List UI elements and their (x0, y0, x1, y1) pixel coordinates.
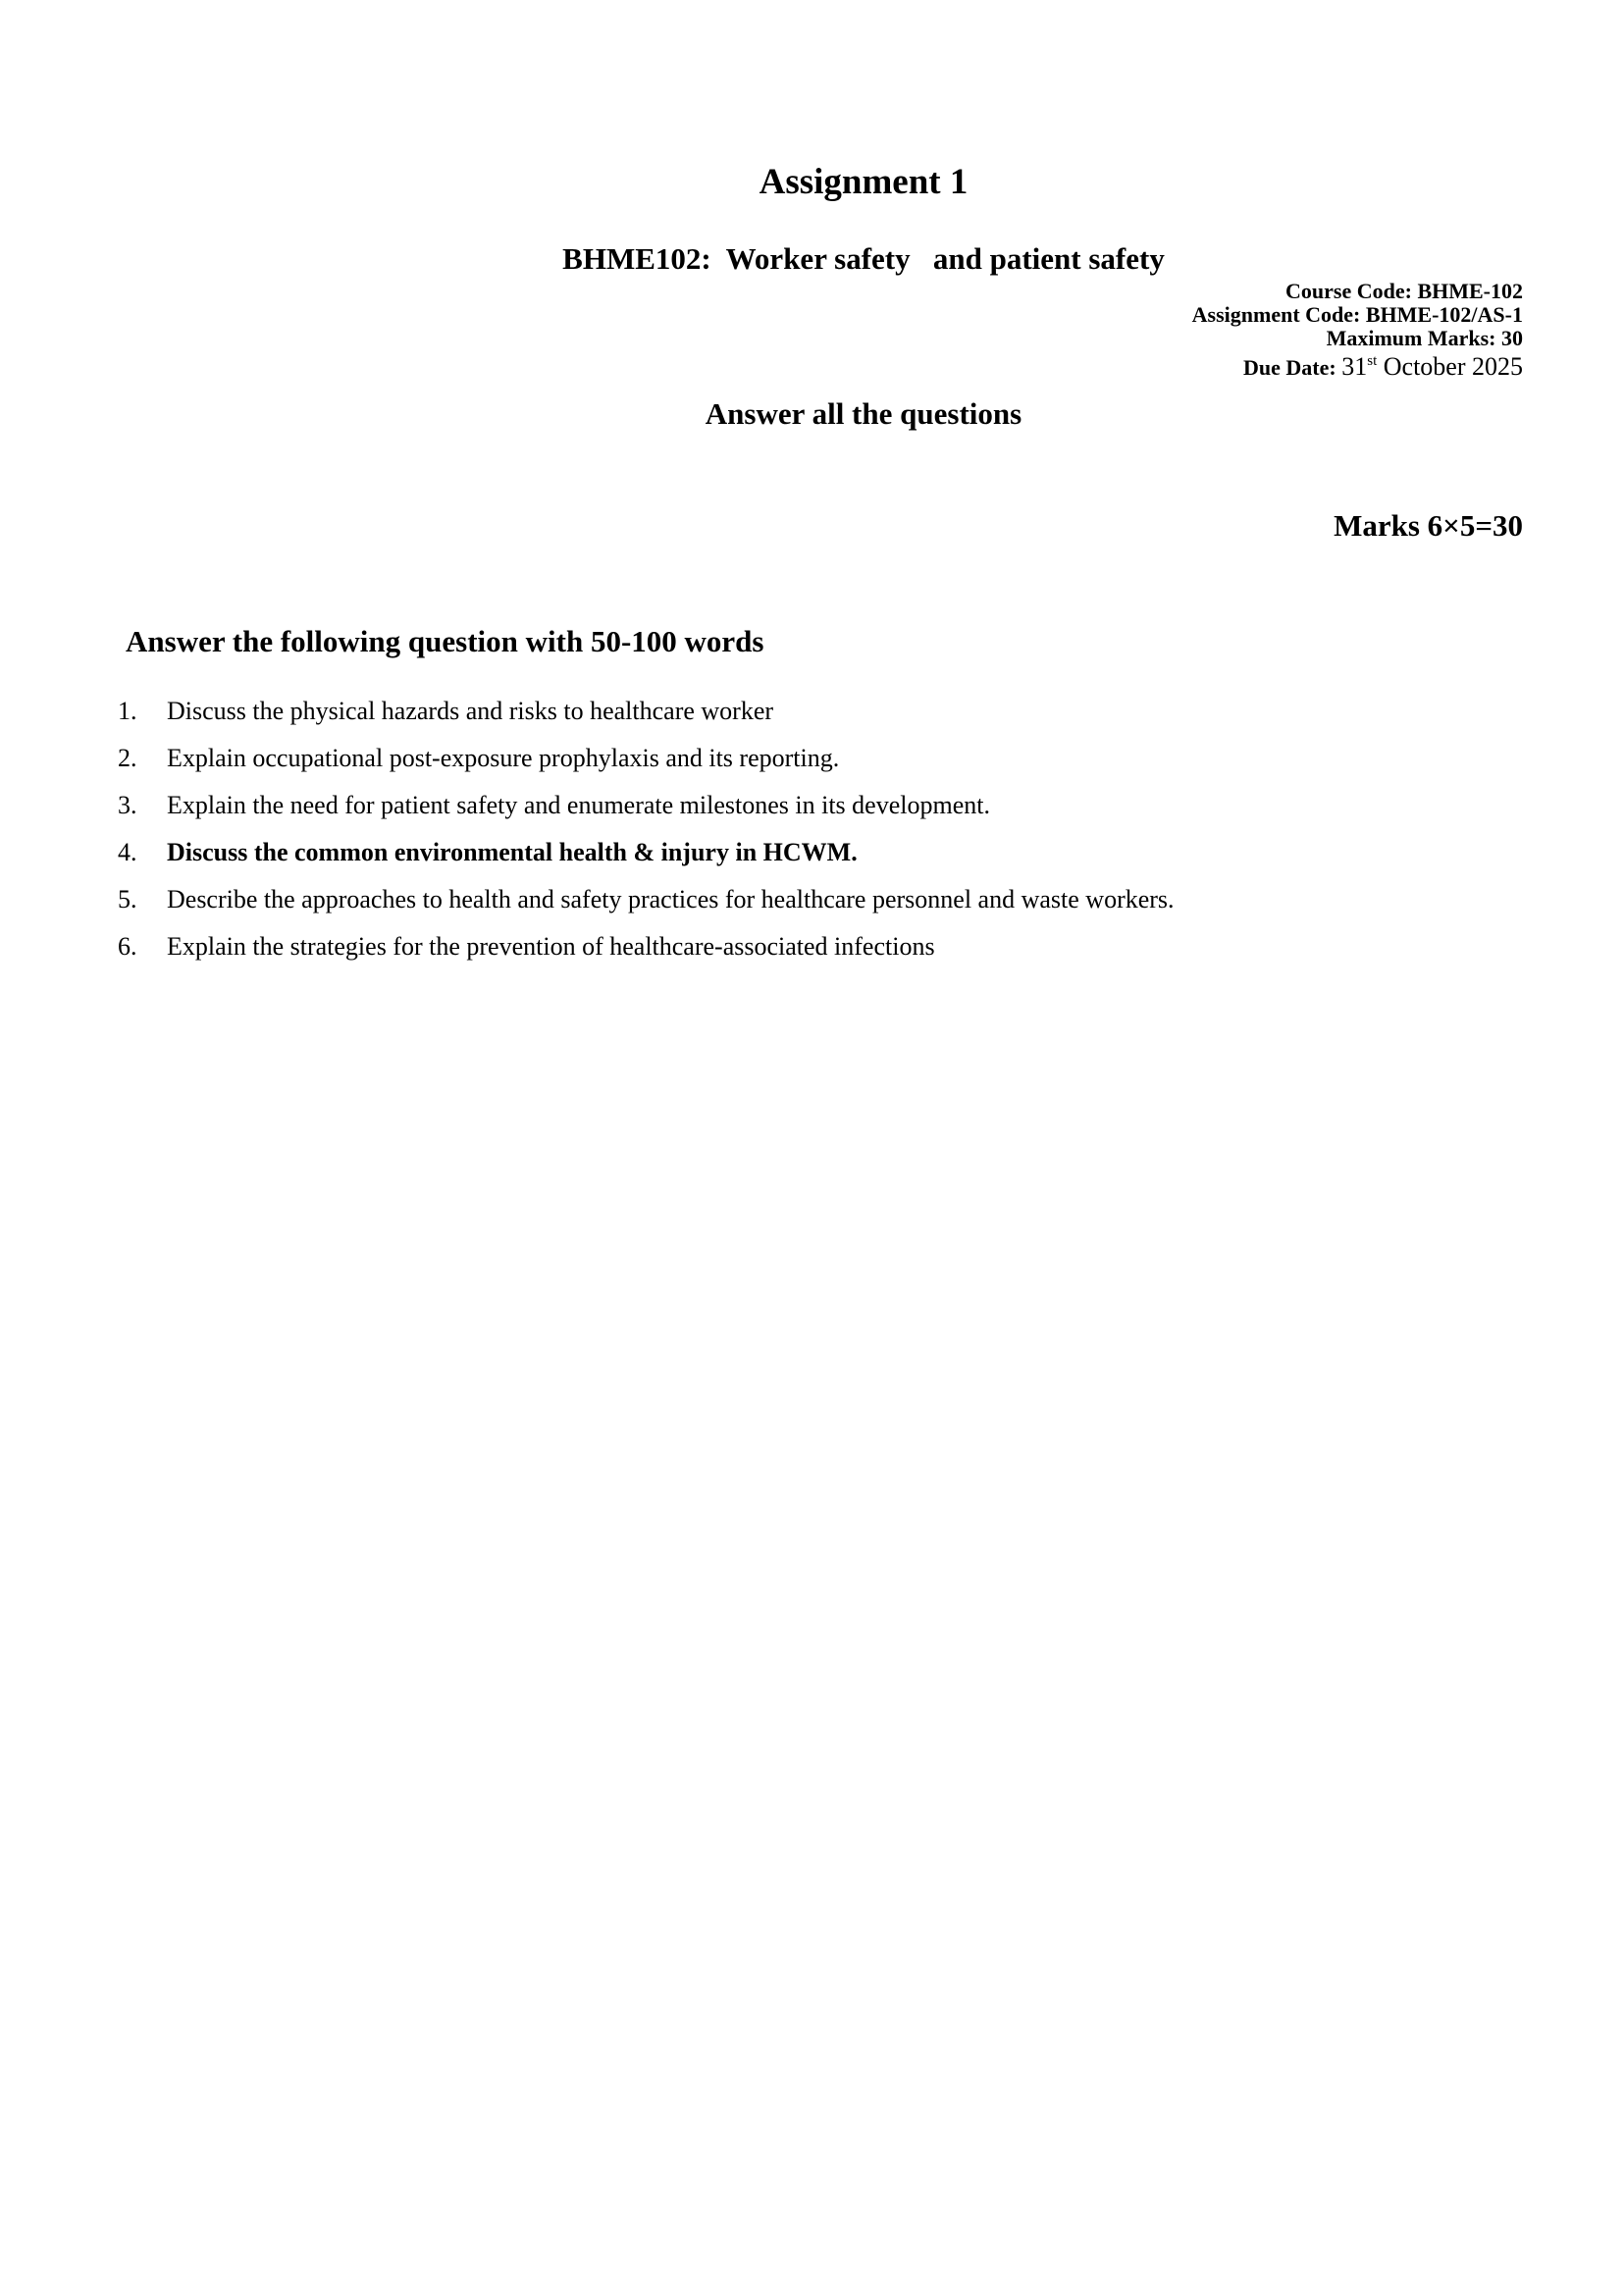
question-text: Explain occupational post-exposure prophylaxis and its reporting. (167, 744, 840, 772)
question-number: 1. (118, 697, 137, 725)
question-item (118, 789, 1521, 836)
question-number: 3. (118, 791, 137, 819)
question-text: Discuss the physical hazards and risks to healthcare worker (167, 697, 774, 725)
question-number: 6. (118, 932, 137, 961)
maximum-marks: Maximum Marks: 30 (1326, 326, 1523, 350)
question-text: Explain the strategies for the prevention of healthcare-associated infections (167, 932, 935, 961)
question-item (118, 742, 1521, 789)
question-text: Describe the approaches to health and safety practices for healthcare personnel and waste workers. (167, 885, 1175, 913)
question-item (118, 695, 1521, 742)
question-list (118, 695, 1521, 977)
marks-scheme: Marks 6×5=30 (1334, 508, 1523, 543)
due-date-label: Due Date: (1243, 355, 1336, 380)
question-number: 2. (118, 744, 137, 772)
question-item (118, 930, 1521, 977)
question-number: 5. (118, 885, 137, 913)
question-text: Explain the need for patient safety and enumerate milestones in its development. (167, 791, 990, 819)
due-date-suffix: st (1367, 353, 1378, 369)
due-date (1192, 352, 1523, 383)
course-subtitle: BHME102: Worker safety and patient safety (562, 241, 1165, 276)
section-heading: Answer the following question with 50-100 words (126, 624, 764, 658)
assignment-code: Assignment Code: BHME-102/AS-1 (1191, 302, 1523, 327)
question-text: Discuss the common environmental health & injury in HCWM. (167, 838, 858, 866)
assignment-meta (1192, 280, 1523, 383)
due-date-rest: October 2025 (1383, 352, 1523, 381)
due-date-day: 31 (1341, 352, 1368, 381)
course-code: Course Code: BHME-102 (1285, 279, 1523, 303)
question-item (118, 883, 1521, 930)
question-item (118, 836, 1521, 883)
instruction-heading: Answer all the questions (705, 396, 1022, 431)
question-number: 4. (118, 838, 137, 866)
assignment-title: Assignment 1 (759, 162, 969, 202)
